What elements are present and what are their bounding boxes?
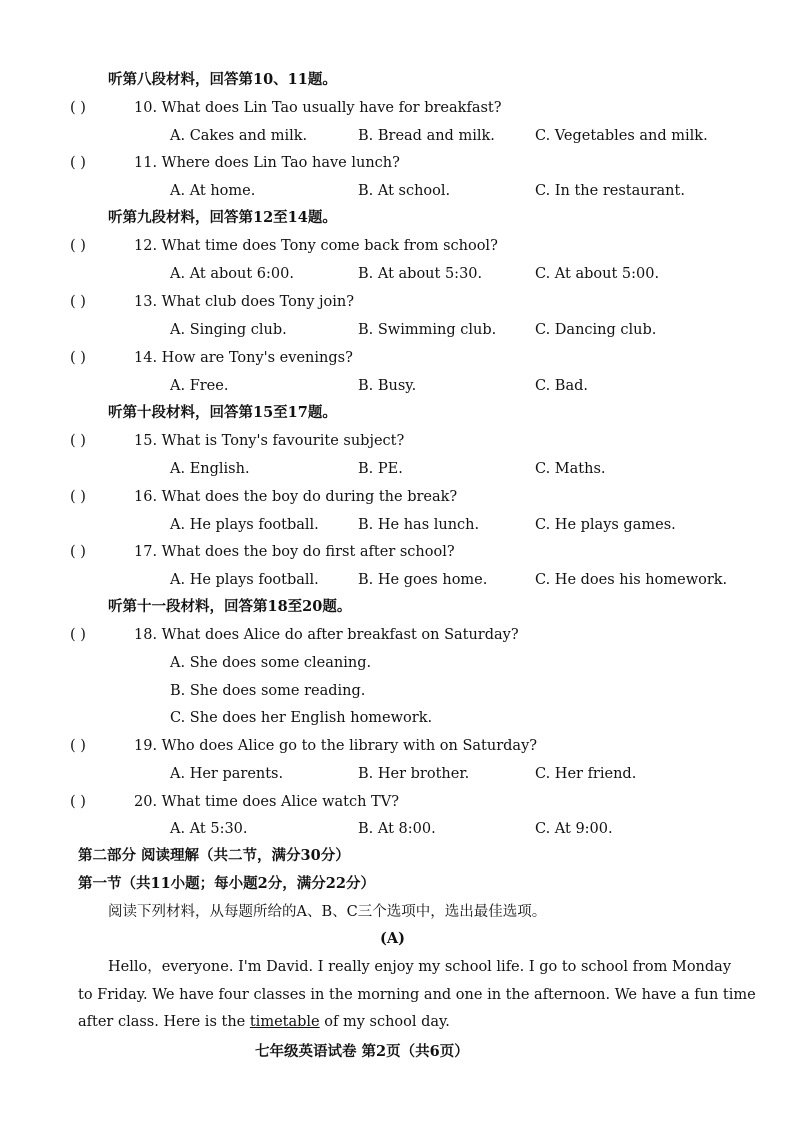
option-a: A. Cakes and milk. bbox=[170, 128, 308, 144]
answer-bracket[interactable]: ( ) bbox=[70, 489, 86, 505]
page-footer: 七年级英语试卷 第2页（共6页） bbox=[255, 1043, 469, 1060]
option-c: C. Her friend. bbox=[535, 766, 637, 782]
passage-label: (A) bbox=[380, 930, 405, 947]
question-11: 11. Where does Lin Tao have lunch? bbox=[134, 155, 400, 171]
option-a: A. He plays football. bbox=[170, 517, 319, 533]
option-b: B. She does some reading. bbox=[170, 683, 366, 699]
option-b: B. At about 5:30. bbox=[358, 266, 483, 282]
option-c: C. He plays games. bbox=[535, 517, 676, 533]
option-b: B. He has lunch. bbox=[358, 517, 480, 533]
section-heading-8: 听第八段材料，回答第10、11题。 bbox=[108, 71, 337, 88]
option-a: A. At about 6:00. bbox=[170, 266, 294, 282]
answer-bracket[interactable]: ( ) bbox=[70, 294, 86, 310]
question-12: 12. What time does Tony come back from school? bbox=[134, 238, 498, 254]
option-a: A. He plays football. bbox=[170, 572, 319, 588]
option-c: C. Bad. bbox=[535, 378, 588, 394]
question-10: 10. What does Lin Tao usually have for breakfast? bbox=[134, 100, 502, 116]
question-19: 19. Who does Alice go to the library with on Saturday? bbox=[134, 738, 538, 754]
option-a: A. Free. bbox=[170, 378, 229, 394]
answer-bracket[interactable]: ( ) bbox=[70, 544, 86, 560]
answer-bracket[interactable]: ( ) bbox=[70, 627, 86, 643]
option-a: A. At home. bbox=[170, 183, 256, 199]
question-20: 20. What time does Alice watch TV? bbox=[134, 794, 399, 810]
option-b: B. PE. bbox=[358, 461, 403, 477]
question-16: 16. What does the boy do during the break? bbox=[134, 489, 458, 505]
timetable-word: timetable bbox=[249, 1014, 320, 1030]
answer-bracket[interactable]: ( ) bbox=[70, 433, 86, 449]
option-b: B. At school. bbox=[358, 183, 451, 199]
option-b: B. Busy. bbox=[358, 378, 417, 394]
answer-bracket[interactable]: ( ) bbox=[70, 738, 86, 754]
answer-bracket[interactable]: ( ) bbox=[70, 794, 86, 810]
option-b: B. At 8:00. bbox=[358, 821, 436, 837]
option-a: A. She does some cleaning. bbox=[170, 655, 372, 671]
passage-line-1: Hello，everyone. I'm David. I really enjoy my school life. I go to school from Monday bbox=[108, 959, 732, 975]
option-b: B. He goes home. bbox=[358, 572, 488, 588]
question-13: 13. What club does Tony join? bbox=[134, 294, 355, 310]
part-two-title: 第二部分 阅读理解（共二节，满分30分） bbox=[78, 847, 350, 864]
passage-line-3: after class. Here is the timetable of my school day. bbox=[78, 1014, 450, 1030]
option-c: C. At about 5:00. bbox=[535, 266, 660, 282]
answer-bracket[interactable]: ( ) bbox=[70, 350, 86, 366]
passage-line-2: to Friday. We have four classes in the morning and one in the afternoon. We have a fun time bbox=[78, 987, 756, 1003]
option-c: C. In the restaurant. bbox=[535, 183, 685, 199]
option-b: B. Swimming club. bbox=[358, 322, 497, 338]
section-heading-9: 听第九段材料，回答第12至14题。 bbox=[108, 209, 337, 226]
section-heading-10: 听第十段材料，回答第15至17题。 bbox=[108, 404, 337, 421]
question-18: 18. What does Alice do after breakfast on Saturday? bbox=[134, 627, 519, 643]
section-heading-11: 听第十一段材料，回答第18至20题。 bbox=[108, 598, 352, 615]
option-c: C. Dancing club. bbox=[535, 322, 657, 338]
option-a: A. English. bbox=[170, 461, 250, 477]
section-one-title: 第一节（共11小题；每小题2分，满分22分） bbox=[78, 875, 375, 892]
option-a: A. At 5:30. bbox=[170, 821, 248, 837]
option-a: A. Singing club. bbox=[170, 322, 287, 338]
question-15: 15. What is Tony's favourite subject? bbox=[134, 433, 405, 449]
answer-bracket[interactable]: ( ) bbox=[70, 155, 86, 171]
option-c: C. At 9:00. bbox=[535, 821, 613, 837]
option-b: B. Bread and milk. bbox=[358, 128, 495, 144]
answer-bracket[interactable]: ( ) bbox=[70, 100, 86, 116]
option-a: A. Her parents. bbox=[170, 766, 284, 782]
reading-instruction: 阅读下列材料，从每题所给的A、B、C三个选项中，选出最佳选项。 bbox=[108, 904, 547, 920]
option-c: C. He does his homework. bbox=[535, 572, 728, 588]
question-14: 14. How are Tony's evenings? bbox=[134, 350, 353, 366]
question-17: 17. What does the boy do first after school? bbox=[134, 544, 455, 560]
option-b: B. Her brother. bbox=[358, 766, 470, 782]
option-c: C. She does her English homework. bbox=[170, 710, 433, 726]
option-c: C. Maths. bbox=[535, 461, 606, 477]
answer-bracket[interactable]: ( ) bbox=[70, 238, 86, 254]
option-c: C. Vegetables and milk. bbox=[535, 128, 708, 144]
